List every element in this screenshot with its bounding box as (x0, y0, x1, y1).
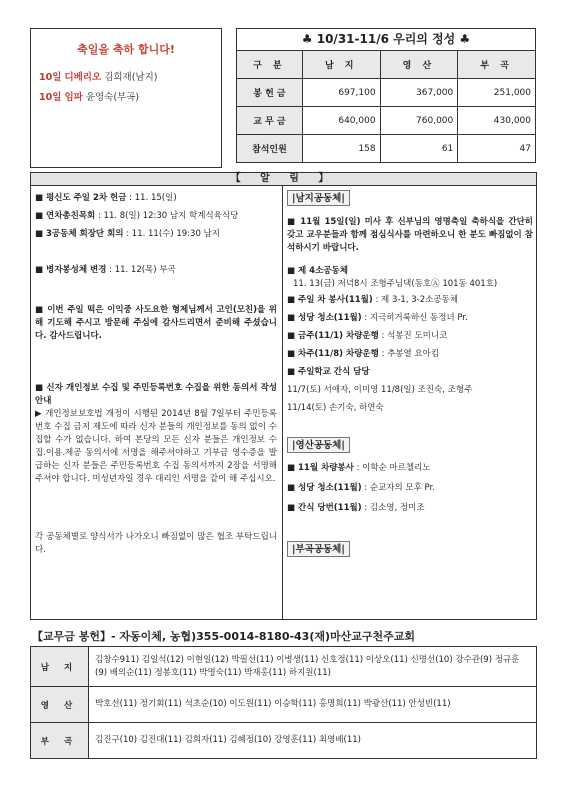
notice-item: ■ 주일 차 봉사(11월) : 제 3-1, 3-2소공동체 (287, 295, 458, 305)
row-label: 남 지 (31, 647, 89, 687)
row-label: 교 무 금 (237, 107, 303, 135)
row-label: 참석인원 (237, 135, 303, 163)
donor-names: 김진구(10) 김진대(11) 김희자(11) 김혜정(10) 강영훈(11) 최영배(11) (89, 723, 537, 759)
donor-table (30, 646, 537, 759)
row-label: 영 산 (31, 687, 89, 723)
notice-item: 11/14(토) 손기숙, 하연숙 (287, 403, 384, 413)
table-cell: 251,000 (458, 79, 536, 107)
section-label-bugok: |부곡공동체| (287, 541, 350, 557)
table-cell: 61 (380, 135, 458, 163)
notice-item: ■ 연차총친목회 : 11. 8(일) 12:30 남지 학계식육식당 (35, 211, 239, 221)
offering-table (236, 50, 536, 163)
account-info: 【교무금 봉헌】- 자동이체, 농협)355-0014-8180-43(재)마산교구천주교회 (32, 630, 416, 643)
notice-item: ■ 성당 청소(11월) : 지극히거룩하신 동정녀 Pr. (287, 313, 468, 323)
table-cell: 47 (458, 135, 536, 163)
table-cell: 760,000 (380, 107, 458, 135)
notice-item: ■ 간식 당번(11월) : 김소영, 정미조 (287, 503, 425, 513)
notice-left-column (31, 186, 283, 619)
header-cell: 부 곡 (458, 51, 536, 79)
notice-board (30, 172, 537, 620)
feast-entry: 10일 임파 윤영숙(부곡) (39, 92, 140, 103)
notice-paragraph: ▶ 개인정보보호법 개정이 시행된 2014년 8월 7일부터 주민등록번호 수집 금지 제도에 따라 신자 분들의 개인정보를 동의 없이 수집할 수가 없습니다. 하여 본당의 모든 신자 분들은 개인정보 수집.이용.제공 동의서에 서명을 해주셔야하고 기부금 영수증을 발급하는 신자 분들은 주민등록번호 수집 동의서까지 2장을 서명해 주셔야 합니다. 미성년자일 경우 대리인 서명을 같이 해 주십시오. (35, 409, 277, 484)
notice-item: 11/7(토) 서애자, 이미영 11/8(일) 조진숙, 조형주 (287, 385, 473, 395)
feast-day-title: 축일을 축하 합니다! (77, 43, 175, 56)
header-cell: 남 지 (302, 51, 380, 79)
notice-item: ■ 3공동체 회장단 회의 : 11. 11(수) 19:30 남지 (35, 229, 220, 239)
feast-day-box (30, 28, 222, 168)
notice-paragraph: ■ 이번 주일 떡은 이익중 사도요한 형제님께서 고인(모친)을 위해 기도해 주시고 방문해 주심에 감사드리면서 준비해 주셨습니다. 감사드립니다. (35, 305, 277, 341)
notice-paragraph-title: ■ 신자 개인정보 수집 및 주민등록번호 수집을 위한 동의서 작성 안내 (35, 383, 277, 406)
row-label: 봉 헌 금 (237, 79, 303, 107)
notice-paragraph: 각 공동체별로 양식서가 나가오니 빠짐없이 많은 협조 부탁드립니다. (35, 532, 277, 555)
donor-names: 김창수911) 김일석(12) 이현일(12) 박필선(11) 이병생(11) 신호정(11) 이상오(11) 신명선(10) 강수관(9) 정규훈(9) 배의순(11) 정봉호(11) 박명숙(11) 박재홍(11) 하지원(11) (89, 647, 537, 687)
notice-item: ■ 제 4소공동체 (287, 266, 348, 276)
notice-right-column (283, 186, 536, 619)
table-cell: 697,100 (302, 79, 380, 107)
notice-item: ■ 주일학교 간식 담당 (287, 367, 370, 377)
notice-item: ■ 11월 차량봉사 : 이학순 마르첼리노 (287, 463, 431, 473)
notice-item: ■ 성당 청소(11월) : 순교자의 모후 Pr. (287, 483, 435, 493)
section-label-yeongsan: |영산공동체| (287, 437, 350, 453)
table-cell: 158 (302, 135, 380, 163)
table-cell: 640,000 (302, 107, 380, 135)
notice-header: 【 알 림 】 (31, 173, 536, 186)
notice-item: ■ 평신도 주일 2차 헌금 : 11. 15(일) (35, 193, 177, 203)
notice-item: 11. 13(금) 저녁8시 조형주님댁(동호Ⓐ 101동 401호) (293, 279, 498, 289)
notice-paragraph: ■ 11월 15일(일) 미사 후 신부님의 영명축일 축하식을 간단히 갖고 교우분들과 함께 점심식사를 마련하오니 한 분도 빠짐없이 참석하시기 바랍니다. (287, 217, 533, 253)
notice-item: ■ 차주(11/8) 차량운행 : 추봉열 요아킴 (287, 349, 440, 359)
feast-entry: 10일 디베리오 김희재(남지) (39, 72, 158, 83)
row-label: 부 곡 (31, 723, 89, 759)
header-cell: 영 산 (380, 51, 458, 79)
offering-summary (236, 28, 536, 158)
offering-title: ♣ 10/31-11/6 우리의 정성 ♣ (236, 28, 536, 50)
table-cell: 430,000 (458, 107, 536, 135)
notice-item: ■ 금주(11/1) 차량운행 : 석봉진 도미니코 (287, 331, 448, 341)
donor-names: 박호선(11) 정기회(11) 석초순(10) 이도원(11) 이승학(11) 홍명희(11) 박광산(11) 안성빈(11) (89, 687, 537, 723)
header-cell: 구 분 (237, 51, 303, 79)
table-cell: 367,000 (380, 79, 458, 107)
section-label-namji: |남지공동체| (287, 190, 350, 206)
notice-item: ■ 병자봉성체 변경 : 11. 12(목) 부곡 (35, 265, 176, 275)
